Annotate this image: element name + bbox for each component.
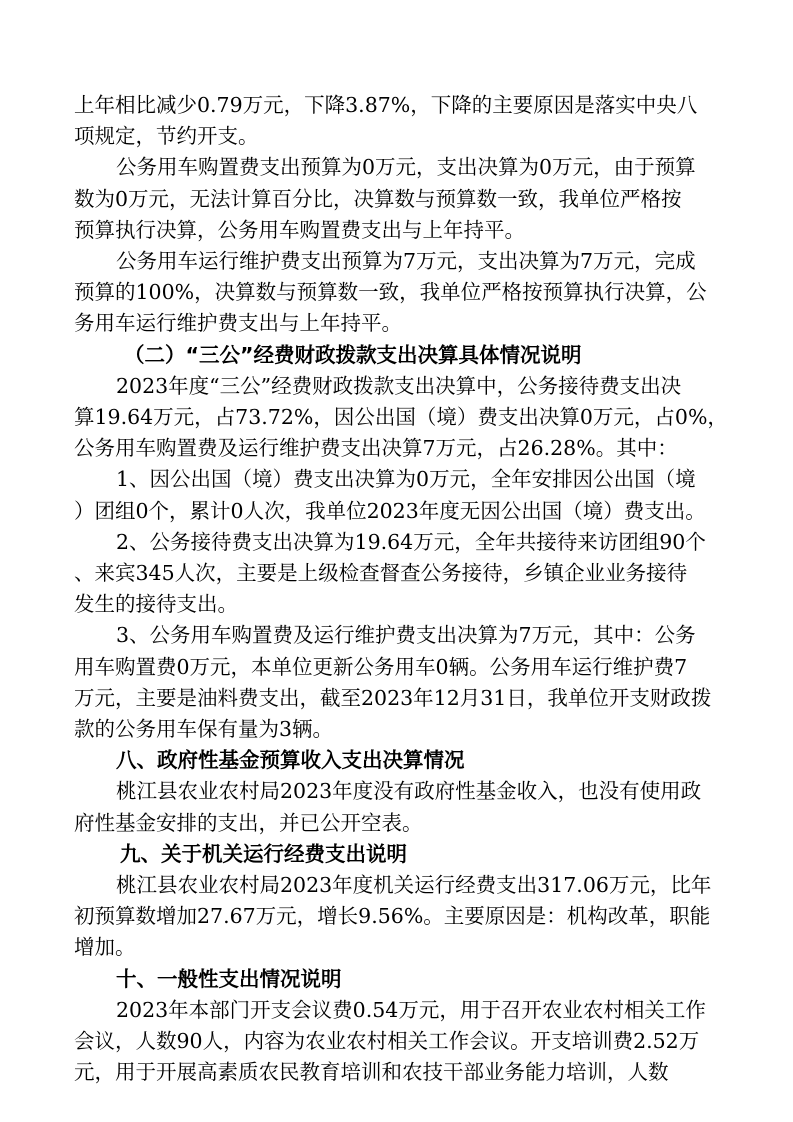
text-line: 、来宾345人次，主要是上级检查督查公务接待，乡镇企业业务接待 (74, 561, 688, 586)
text-line: 初预算数增加27.67万元，增长9.56%。主要原因是：机构改革，职能 (74, 904, 711, 929)
text-line: 2、公务接待费支出决算为19.64万元，全年共接待来访团组90个 (116, 529, 706, 554)
text-line: 公务用车运行维护费支出预算为7万元，支出决算为7万元，完成 (116, 249, 696, 274)
text-line: 元，用于开展高素质农民教育培训和农技干部业务能力培训，人数 (74, 1060, 669, 1085)
text-line: 发生的接待支出。 (74, 592, 238, 617)
text-line: 桃江县农业农村局2023年度机关运行经费支出317.06万元，比年 (116, 873, 712, 898)
subsection-heading: （二）“三公”经费财政拨款支出决算具体情况说明 (124, 342, 582, 367)
text-line: 预算执行决算，公务用车购置费支出与上年持平。 (74, 217, 525, 242)
text-line: 公务用车购置费及运行维护费支出决算7万元，占26.28%。其中： (74, 436, 678, 461)
text-line: 用车购置费0万元，本单位更新公务用车0辆。公务用车运行维护费7 (74, 654, 688, 679)
section-heading: 九、关于机关运行经费支出说明 (120, 841, 407, 866)
text-line: 预算的100%，决算数与预算数一致，我单位严格按预算执行决算，公 (74, 280, 707, 305)
text-line: 府性基金安排的支出，并已公开空表。 (74, 810, 423, 835)
text-line: 公务用车购置费支出预算为0万元，支出决算为0万元，由于预算 (116, 155, 696, 180)
text-line: 3、公务用车购置费及运行维护费支出决算为7万元，其中：公务 (116, 623, 696, 648)
text-line: 务用车运行维护费支出与上年持平。 (74, 311, 402, 336)
text-line: 上年相比减少0.79万元，下降3.87%，下降的主要原因是落实中央八 (74, 93, 698, 117)
text-line: 2023年度“三公”经费财政拨款支出决算中，公务接待费支出决 (116, 373, 682, 398)
document-body (74, 90, 728, 1089)
text-line: 增加。 (74, 935, 136, 960)
text-line: 1、因公出国（境）费支出决算为0万元，全年安排因公出国（境 (116, 467, 696, 492)
text-line: 会议，人数90人，内容为农业农村相关工作会议。开支培训费2.52万 (74, 1029, 700, 1054)
text-line: ）团组0个，累计0人次，我单位2023年度无因公出国（境）费支出。 (74, 498, 706, 523)
text-line: 万元，主要是油料费支出，截至2023年12月31日，我单位开支财政拨 (74, 685, 712, 710)
text-line: 项规定，节约开支。 (74, 124, 259, 149)
text-line: 桃江县农业农村局2023年度没有政府性基金收入，也没有使用政 (116, 779, 702, 804)
section-heading: 八、政府性基金预算收入支出决算情况 (116, 748, 465, 773)
text-line: 款的公务用车保有量为3辆。 (74, 717, 334, 742)
text-line: 数为0万元，无法计算百分比，决算数与预算数一致，我单位严格按 (74, 186, 682, 211)
text-line: 算19.64万元，占73.72%，因公出国（境）费支出决算0万元，占0%， (74, 405, 728, 430)
section-heading: 十、一般性支出情况说明 (116, 966, 342, 991)
text-line: 2023年本部门开支会议费0.54万元，用于召开农业农村相关工作 (116, 997, 706, 1022)
